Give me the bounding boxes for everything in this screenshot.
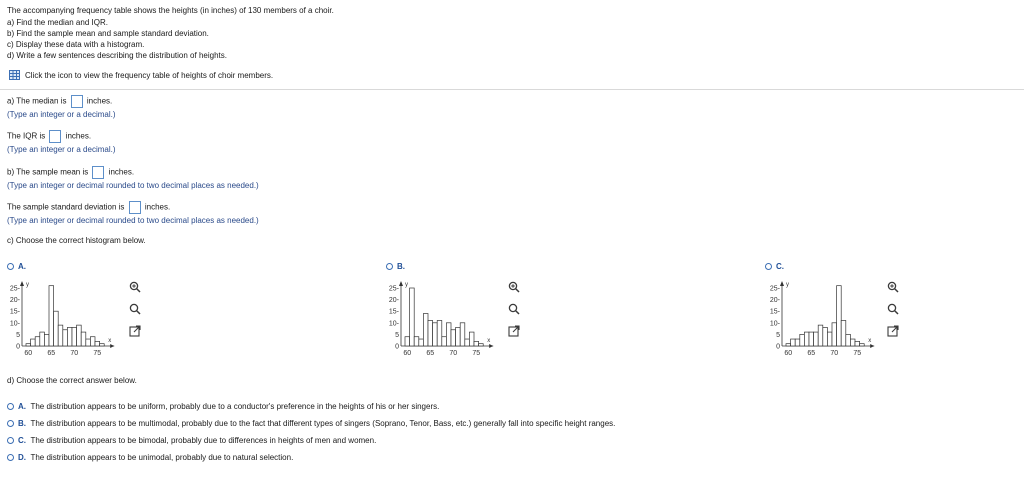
radio-d-a[interactable] [7,403,14,410]
histogram-bar [479,344,484,346]
mean-row [7,166,134,179]
histogram-a [2,278,130,362]
histogram-bar [405,337,410,346]
option-text: The distribution appears to be bimodal, probably due to differences in heights of men and women. [30,436,377,445]
median-prefix: a) The median is [7,96,67,106]
histogram-bar [451,330,456,346]
histogram-bar [818,325,823,346]
histogram-bar [446,323,451,346]
option-text: The distribution appears to be multimodal, probably due to the fact that different types of singers (Soprano, Tenor, Bass, etc.) generally fall into specific height ranges. [30,419,616,428]
y-tick-label: 5 [776,331,780,339]
option-letter: B. [18,419,26,428]
y-tick-label: 0 [395,343,399,351]
histogram-bar [77,325,82,346]
popout-icon[interactable] [129,325,141,337]
iqr-prefix: The IQR is [7,131,46,141]
part-b-text: b) Find the sample mean and sample standard deviation. [7,29,209,38]
histogram-bar [35,337,40,346]
y-tick-label: 20- [9,297,20,305]
option-text: The distribution appears to be uniform, probably due to a conductor's preference in the heights of his or her singers. [30,402,440,411]
part-d-prompt: d) Choose the correct answer below. [7,376,137,385]
option-letter: A. [18,402,26,411]
histogram-bar [855,341,860,346]
sd-row [7,201,170,214]
histogram-bar [100,344,105,346]
histogram-bar [72,327,77,346]
histogram-bar [460,323,465,346]
histogram-bar [63,330,68,346]
part-c-text: c) Display these data with a histogram. [7,40,145,49]
answer-option-b[interactable] [7,419,615,428]
y-tick-label: 10- [388,320,399,328]
radio-d-d[interactable] [7,454,14,461]
problem-intro: The accompanying frequency table shows the heights (in inches) of 130 members of a choir. [7,6,334,15]
histogram-bar [827,332,832,346]
y-tick-label: 5 [395,331,399,339]
histogram-b [381,278,509,362]
zoom-in-icon[interactable] [129,281,141,293]
histogram-bar [40,332,45,346]
iqr-row [7,130,91,143]
histogram-bar [95,341,100,346]
radio-b[interactable] [386,263,393,270]
y-axis-label: y [26,282,29,288]
table-link[interactable]: Click the icon to view the frequency table of heights of choir members. [25,71,274,80]
histogram-bar [837,286,842,346]
answer-option-c[interactable] [7,436,376,445]
histogram-bar [795,339,800,346]
radio-c[interactable] [765,263,772,270]
y-tick-label: 15- [388,308,399,316]
x-axis-label: x [108,338,112,344]
sd-suffix: inches. [144,202,171,212]
x-tick-label: 75 [853,350,862,357]
histogram-bar [49,286,54,346]
iqr-hint: (Type an integer or a decimal.) [7,145,116,154]
y-tick-label: 20- [388,297,399,305]
y-tick-label: 25- [769,285,780,293]
histogram-bar [791,339,796,346]
sd-input[interactable] [129,201,141,214]
histogram-bar [832,323,837,346]
x-tick-label: 65 [807,350,816,357]
x-tick-label: 70 [830,350,839,357]
sd-hint: (Type an integer or decimal rounded to two decimal places as needed.) [7,216,259,225]
histogram-bar [437,320,442,346]
y-tick-label: 10- [769,320,780,328]
histogram-bar [423,314,428,346]
option-b-letter: B. [397,262,405,271]
y-tick-label: 0 [776,343,780,351]
y-tick-label: 10- [9,320,20,328]
histogram-bar [800,334,805,346]
y-axis-arrow [20,281,24,286]
histogram-bar [456,327,461,346]
median-suffix: inches. [86,96,113,106]
hist-option-a[interactable] [7,262,26,271]
iqr-suffix: inches. [65,131,92,141]
answer-option-a[interactable] [7,402,439,411]
histogram-bar [67,327,72,346]
histogram-bar [846,334,851,346]
histogram-bar [54,311,59,346]
histogram-bar [26,344,31,346]
mean-hint: (Type an integer or decimal rounded to two decimal places as needed.) [7,181,259,190]
x-axis-arrow [110,344,114,348]
popout-icon[interactable] [508,325,520,337]
histogram-bar [442,337,447,346]
mean-prefix: b) The sample mean is [7,167,89,177]
histogram-bar [786,344,791,346]
x-axis-label: x [868,338,872,344]
hist-option-c[interactable] [765,262,784,271]
zoom-out-icon[interactable] [887,303,899,315]
histogram-bar [841,320,846,346]
histogram-bar [86,339,91,346]
option-letter: D. [18,453,26,462]
zoom-out-icon[interactable] [129,303,141,315]
table-icon[interactable] [9,70,20,80]
histogram-bar [31,339,36,346]
histogram-bar [58,325,63,346]
y-tick-label: 15- [9,308,20,316]
histogram-bar [465,339,470,346]
mean-suffix: inches. [108,167,135,177]
x-tick-label: 60 [784,350,793,357]
part-c-prompt: c) Choose the correct histogram below. [7,236,146,245]
option-c-letter: C. [776,262,784,271]
median-row [7,95,112,108]
histogram-bar [428,320,433,346]
y-tick-label: 15- [769,308,780,316]
radio-a[interactable] [7,263,14,270]
x-axis-arrow [489,344,493,348]
option-letter: C. [18,436,26,445]
part-d-text: d) Write a few sentences describing the distribution of heights. [7,51,227,60]
zoom-out-icon[interactable] [508,303,520,315]
y-axis-arrow [399,281,403,286]
option-text: The distribution appears to be unimodal, probably due to natural selection. [30,453,294,462]
y-tick-label: 0 [16,343,20,351]
x-tick-label: 75 [93,350,102,357]
y-axis-label: y [405,282,408,288]
mean-input[interactable] [92,166,104,179]
zoom-in-icon[interactable] [508,281,520,293]
hist-option-b[interactable] [386,262,405,271]
x-tick-label: 60 [403,350,412,357]
median-input[interactable] [71,95,83,108]
zoom-in-icon[interactable] [887,281,899,293]
answer-option-d[interactable] [7,453,293,462]
radio-d-c[interactable] [7,437,14,444]
histogram-bar [90,337,95,346]
part-a-text: a) Find the median and IQR. [7,18,108,27]
sd-prefix: The sample standard deviation is [7,202,125,212]
x-tick-label: 70 [449,350,458,357]
radio-d-b[interactable] [7,420,14,427]
y-tick-label: 25- [9,285,20,293]
popout-icon[interactable] [887,325,899,337]
y-tick-label: 20- [769,297,780,305]
histogram-bar [469,332,474,346]
option-a-letter: A. [18,262,26,271]
x-tick-label: 75 [472,350,481,357]
histogram-bar [823,327,828,346]
histogram-c [762,278,890,362]
iqr-input[interactable] [49,130,61,143]
x-tick-label: 70 [70,350,79,357]
histogram-bar [414,337,419,346]
histogram-bar [474,341,479,346]
histogram-bar [809,332,814,346]
histogram-bar [433,323,438,346]
histogram-bar [850,339,855,346]
histogram-bar [44,334,49,346]
histogram-bar [814,332,819,346]
histogram-bar [804,332,809,346]
y-axis-arrow [780,281,784,286]
divider [0,89,1024,90]
histogram-bar [419,339,424,346]
x-axis-arrow [870,344,874,348]
histogram-bar [860,344,865,346]
x-axis-label: x [487,338,491,344]
histogram-bar [81,332,86,346]
median-hint: (Type an integer or a decimal.) [7,110,116,119]
x-tick-label: 65 [426,350,435,357]
x-tick-label: 60 [24,350,33,357]
histogram-bar [410,288,415,346]
y-axis-label: y [786,282,789,288]
y-tick-label: 25- [388,285,399,293]
x-tick-label: 65 [47,350,56,357]
y-tick-label: 5 [16,331,20,339]
